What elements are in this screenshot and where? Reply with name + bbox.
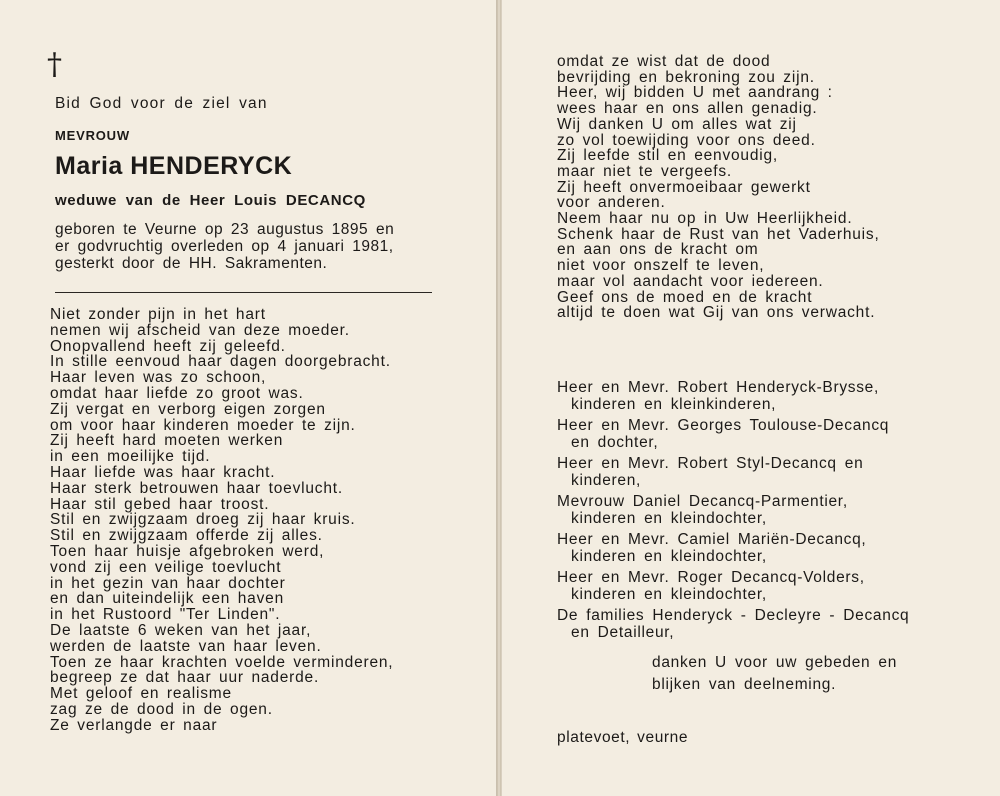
poem-line: maar niet te vergeefs. [557, 162, 733, 180]
poem-line: Stil en zwijgzaam droeg zij haar kruis. [50, 511, 356, 529]
family-name-line: Heer en Mevr. Robert Styl-Decancq en [557, 455, 864, 472]
poem-line: bevrijding en bekroning zou zijn. [557, 68, 815, 86]
poem-line: Toen haar huisje afgebroken werd, [50, 542, 325, 560]
poem-line: Wij danken U om alles wat zij [557, 115, 797, 133]
poem-line: Toen ze haar krachten voelde verminderen, [50, 653, 394, 671]
poem-line: werden de laatste van haar leven. [50, 637, 322, 655]
family-name-line: Mevrouw Daniel Decancq-Parmentier, [557, 493, 848, 510]
honorific: MEVROUW [55, 128, 130, 143]
poem-line: De laatste 6 weken van het jaar, [50, 621, 312, 639]
printer-credit: platevoet, veurne [557, 729, 689, 746]
poem-line: en dan uiteindelijk een haven [50, 590, 284, 608]
family-name-line: Heer en Mevr. Camiel Mariën-Decancq, [557, 531, 867, 548]
family-entry [557, 493, 909, 527]
family-entry [557, 379, 909, 413]
poem-line: Geef ons de moed en de kracht [557, 288, 813, 306]
poem-line: Haar leven was zo schoon, [50, 369, 267, 387]
poem-line: voor anderen. [557, 194, 666, 212]
family-list [557, 379, 909, 645]
poem-line: zo vol toewijding voor ons deed. [557, 131, 816, 149]
family-detail-line: en dochter, [571, 434, 659, 451]
poem-line: altijd te doen wat Gij van ons verwacht. [557, 304, 876, 322]
cross-symbol: † [47, 47, 62, 82]
bio-line: geboren te Veurne op 23 augustus 1895 en [55, 221, 395, 238]
bio-line: gesterkt door de HH. Sakramenten. [55, 255, 328, 272]
poem-line: nemen wij afscheid van deze moeder. [50, 321, 350, 339]
left-page [0, 0, 497, 796]
poem-line: In stille eenvoud haar dagen doorgebracht. [50, 353, 391, 371]
widow-of-line: weduwe van de Heer Louis DECANCQ [55, 192, 366, 209]
family-detail-line: en Detailleur, [571, 624, 675, 641]
family-detail-line: kinderen, [571, 472, 642, 489]
poem-line: Ze verlangde er naar [50, 716, 218, 734]
family-detail-line: kinderen en kleindochter, [571, 586, 767, 603]
family-detail-line: kinderen en kleindochter, [571, 548, 767, 565]
poem-line: Haar stil gebed haar troost. [50, 495, 270, 513]
family-name-line: Heer en Mevr. Roger Decancq-Volders, [557, 569, 865, 586]
poem-line: in het gezin van haar dochter [50, 574, 286, 592]
thanks-line: blijken van deelneming. [652, 676, 837, 693]
thanks-message [652, 652, 897, 696]
poem-line: maar vol aandacht voor iedereen. [557, 272, 824, 290]
family-entry [557, 455, 909, 489]
poem-line: in een moeilijke tijd. [50, 448, 211, 466]
poem-line: niet voor onszelf te leven, [557, 257, 765, 275]
poem-left [50, 307, 393, 734]
family-entry [557, 607, 909, 641]
poem-line: vond zij een veilige toevlucht [50, 558, 282, 576]
poem-line: Met geloof en realisme [50, 685, 232, 703]
poem-line: Zij leefde stil en eenvoudig, [557, 147, 779, 165]
prayer-intro: Bid God voor de ziel van [55, 95, 268, 112]
poem-line: Zij heeft hard moeten werken [50, 432, 284, 450]
thanks-line: danken U voor uw gebeden en [652, 654, 898, 671]
poem-line: Onopvallend heeft zij geleefd. [50, 337, 286, 355]
family-entry [557, 417, 909, 451]
poem-line: begreep ze dat haar uur naderde. [50, 669, 320, 687]
poem-line: en aan ons de kracht om [557, 241, 759, 259]
poem-line: Niet zonder pijn in het hart [50, 306, 266, 323]
poem-line: Stil en zwijgzaam offerde zij alles. [50, 527, 323, 545]
family-detail-line: kinderen en kleindochter, [571, 510, 767, 527]
family-name-line: De families Henderyck - Decleyre - Decancq [557, 607, 910, 624]
poem-line: Heer, wij bidden U met aandrang : [557, 84, 833, 102]
family-name-line: Heer en Mevr. Robert Henderyck-Brysse, [557, 379, 880, 396]
poem-line: Zij heeft onvermoeibaar gewerkt [557, 178, 811, 196]
family-detail-line: kinderen en kleinkinderen, [571, 396, 777, 413]
poem-line: om voor haar kinderen moeder te zijn. [50, 416, 356, 434]
bio-line: er godvruchtig overleden op 4 januari 1981, [55, 238, 394, 255]
family-entry [557, 569, 909, 603]
poem-line: omdat ze wist dat de dood [557, 53, 771, 70]
poem-line: omdat haar liefde zo groot was. [50, 384, 304, 402]
biography [55, 221, 394, 272]
poem-line: zag ze de dood in de ogen. [50, 700, 273, 718]
deceased-name: Maria HENDERYCK [55, 152, 293, 180]
poem-line: wees haar en ons allen genadig. [557, 100, 818, 118]
poem-line: Zij vergat en verborg eigen zorgen [50, 400, 326, 418]
poem-line: Schenk haar de Rust van het Vaderhuis, [557, 225, 880, 243]
poem-line: Neem haar nu op in Uw Heerlijkheid. [557, 210, 853, 228]
poem-line: Haar liefde was haar kracht. [50, 463, 276, 481]
family-entry [557, 531, 909, 565]
poem-line: Haar sterk betrouwen haar toevlucht. [50, 479, 343, 497]
divider-line [55, 292, 432, 293]
poem-right [557, 54, 880, 321]
family-name-line: Heer en Mevr. Georges Toulouse-Decancq [557, 417, 890, 434]
poem-line: in het Rustoord "Ter Linden". [50, 606, 281, 624]
